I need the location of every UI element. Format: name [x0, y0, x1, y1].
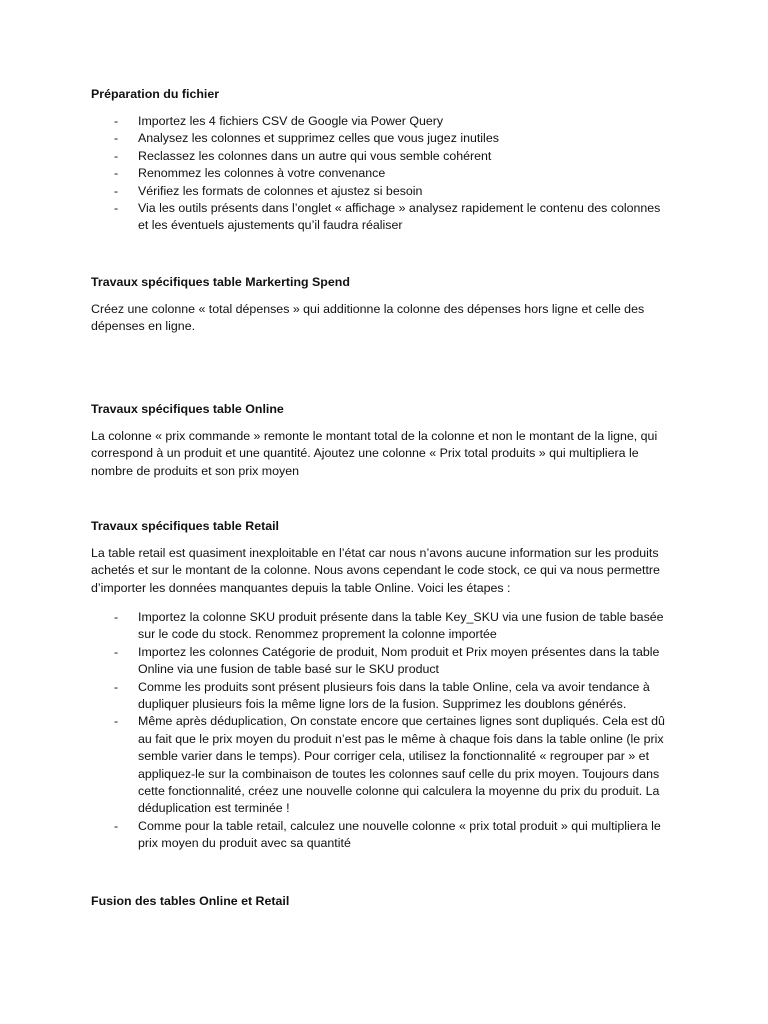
list-item: - Comme les produits sont présent plusieurs fois dans la table Online, cela va avoir tendance à dupliquer plusieurs fois la même ligne lors de la fusion. Supprimez les doublons générés. [114, 679, 650, 712]
preparation-list [0, 113, 700, 235]
list-item: - Même après déduplication, On constate encore que certaines lignes sont dupliqués. Cela est dû au fait que le prix moyen du produit n’est pas le même à chaque fois dans la table online (le prix semble varier dans le temps). Pour corriger cela, utilisez la fonctionnalité « regrouper par » et appliquez-le sur la combinaison de toutes les colonnes sauf celle du prix moyen. Toujours dans cette fonctionnalité, créez une nouvelle colonne qui calculera la moyenne du prix du produit. La déduplication est terminée ! [114, 714, 665, 816]
online-paragraph: La colonne « prix commande » remonte le montant total de la colonne et non le montant de la ligne, qui correspond à un produit et une quantité. Ajoutez une colonne « Prix total produits » qui multipliera le nombre de produits et son prix moyen [91, 429, 658, 478]
retail-paragraph: La table retail est quasiment inexploitable en l’état car nous n’avons aucune information sur les produits achetés et sur le montant de la colonne. Nous avons cependant le code stock, ce qui va nous permettre d’importer les données manquantes depuis la table Online. Voici les étapes : [91, 546, 660, 595]
section-heading-retail: Travaux spécifiques table Retail [91, 519, 280, 533]
list-item: - Analysez les colonnes et supprimez celles que vous jugez inutiles [114, 131, 499, 146]
list-item: - Via les outils présents dans l’onglet « affichage » analysez rapidement le contenu des colonnes et les éventuels ajustements qu’il faudra réaliser [114, 201, 661, 233]
list-item: - Reclassez les colonnes dans un autre qui vous semble cohérent [114, 148, 492, 163]
list-item: - Importez la colonne SKU produit présente dans la table Key_SKU via une fusion de table basée sur le code du stock. Renommez proprement la colonne importée [114, 610, 664, 642]
list-item: - Comme pour la table retail, calculez une nouvelle colonne « prix total produit » qui multipliera le prix moyen du produit avec sa quantité [114, 818, 661, 851]
list-item: - Importez les 4 fichiers CSV de Google via Power Query [114, 114, 444, 128]
retail-steps-list [0, 609, 700, 853]
marketing-spend-paragraph: Créez une colonne « total dépenses » qui additionne la colonne des dépenses hors ligne et celle des dépenses en ligne. [91, 302, 645, 334]
list-item: - Renommez les colonnes à votre convenance [114, 166, 386, 181]
section-heading-online: Travaux spécifiques table Online [91, 402, 284, 416]
list-item: - Vérifiez les formats de colonnes et ajustez si besoin [114, 183, 423, 198]
section-heading-preparation: Préparation du fichier [91, 87, 220, 101]
section-heading-fusion: Fusion des tables Online et Retail [91, 894, 290, 908]
list-item: - Importez les colonnes Catégorie de produit, Nom produit et Prix moyen présentes dans la table Online via une fusion de table basé sur le SKU product [114, 644, 660, 677]
section-heading-marketing-spend: Travaux spécifiques table Markerting Spend [91, 275, 350, 289]
